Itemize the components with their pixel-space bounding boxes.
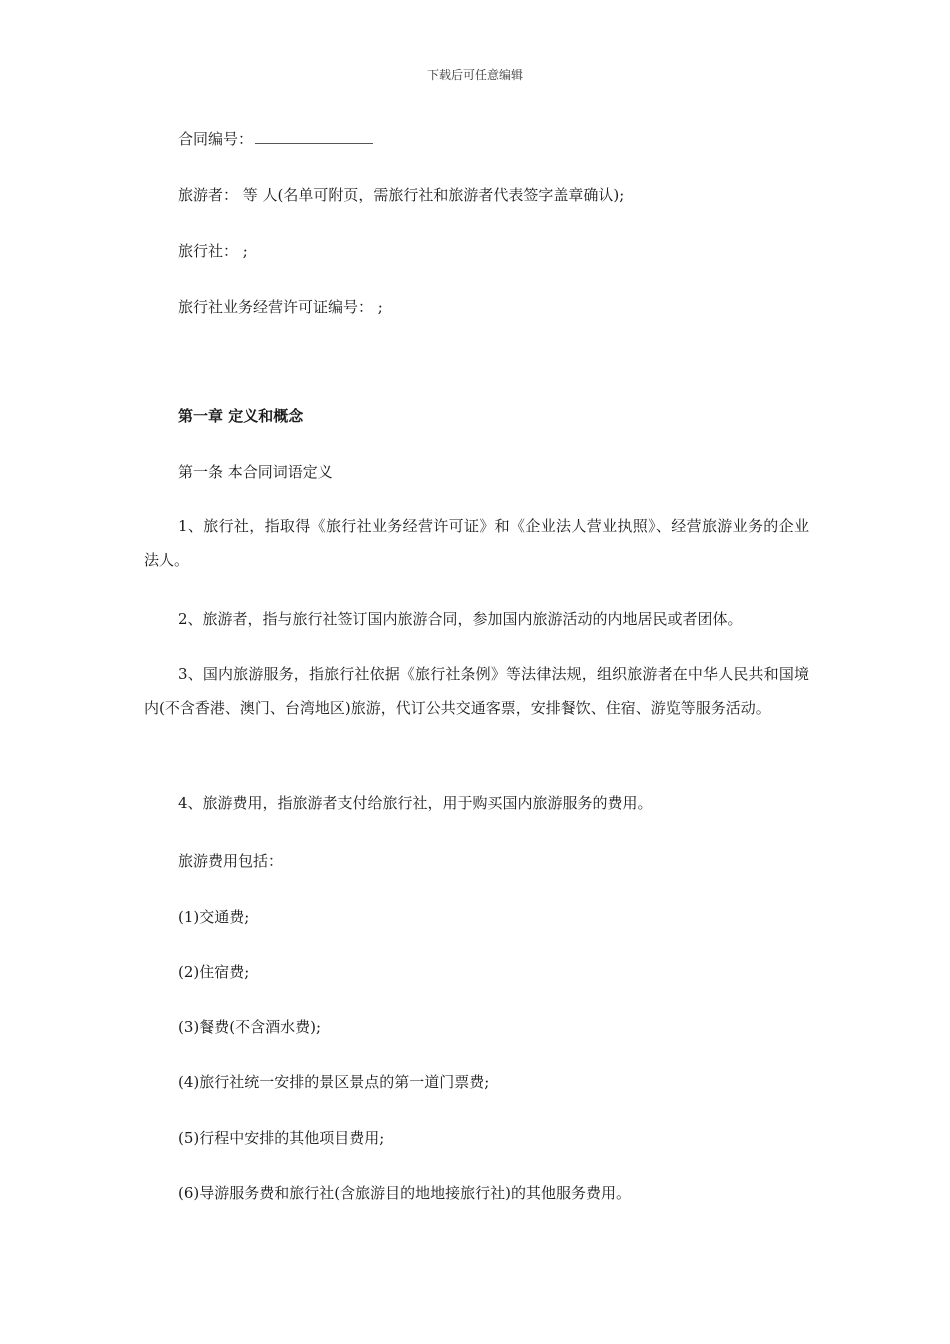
license-line: 旅行社业务经营许可证编号： ; [178, 298, 383, 316]
fee-item-6: (6)导游服务费和旅行社(含旅游目的地地接旅行社)的其他服务费用。 [178, 1184, 631, 1202]
chapter-title: 第一章 定义和概念 [178, 407, 304, 425]
definition-2: 2、旅游者，指与旅行社签订国内旅游合同，参加国内旅游活动的内地居民或者团体。 [178, 610, 743, 628]
definition-4: 4、旅游费用，指旅游者支付给旅行社，用于购买国内旅游服务的费用。 [178, 794, 653, 812]
tourist-line: 旅游者： 等 人(名单可附页，需旅行社和旅游者代表签字盖章确认); [178, 186, 625, 204]
page-header-note: 下载后可任意编辑 [426, 68, 523, 82]
contract-number-line [178, 128, 373, 149]
article-title: 第一条 本合同词语定义 [178, 463, 333, 481]
fee-item-4: (4)旅行社统一安排的景区景点的第一道门票费; [178, 1073, 490, 1091]
fee-item-3: (3)餐费(不含酒水费); [178, 1018, 322, 1036]
fee-item-5: (5)行程中安排的其他项目费用; [178, 1129, 385, 1147]
contract-number-label: 合同编号： [178, 130, 254, 148]
definition-3: 3、国内旅游服务，指旅行社依据《旅行社条例》等法律法规，组织旅游者在中华人民共和国境内(不含香港、澳门、台湾地区)旅游，代订公共交通客票，安排餐饮、住宿、游览等服务活动。 [144, 665, 809, 717]
fee-item-2: (2)住宿费; [178, 963, 250, 981]
fees-intro: 旅游费用包括： [178, 852, 284, 870]
definition-1: 1、旅行社，指取得《旅行社业务经营许可证》和《企业法人营业执照》、经营旅游业务的企业法人。 [144, 517, 809, 569]
agency-line: 旅行社： ; [178, 242, 248, 260]
fee-item-1: (1)交通费; [178, 908, 250, 926]
contract-number-blank [255, 129, 373, 144]
